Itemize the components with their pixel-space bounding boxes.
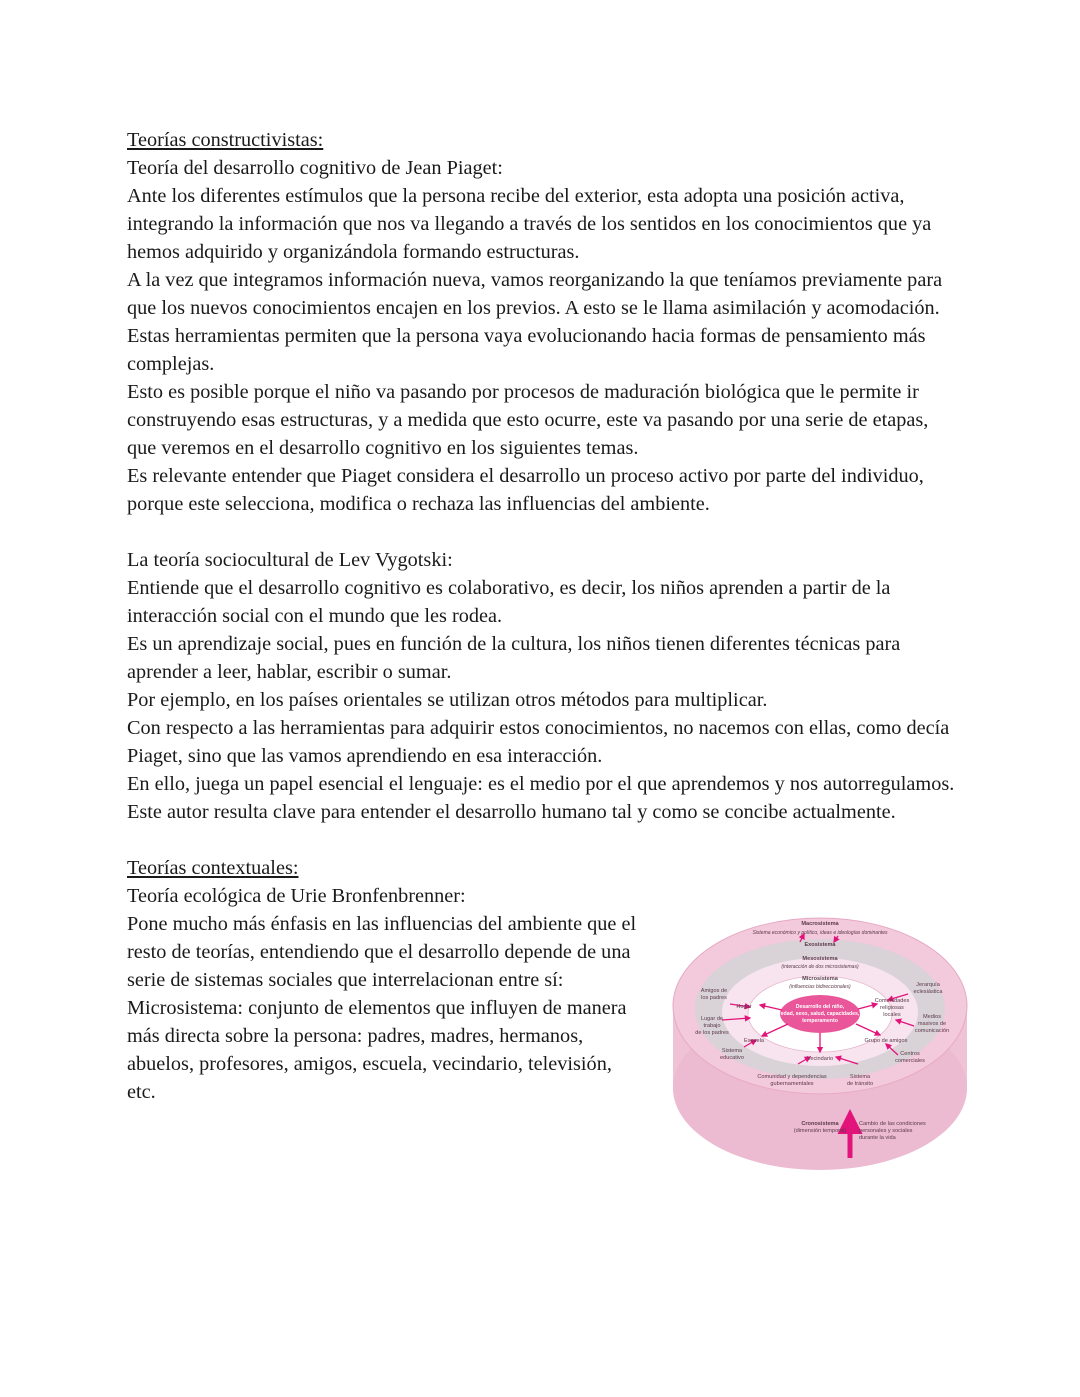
lugar-trabajo-line-2: trabajo <box>703 1023 721 1029</box>
amigos-padres-line-2: los padres <box>701 995 727 1001</box>
piaget-paragraph-4: Esto es posible porque el niño va pasando por procesos de maduración biológica que le permite ir construyendo esas estructuras, y a medida que esto ocurre, este va pasando por una serie de etapas, que veremos en el desarrollo cognitivo en los siguientes temas. <box>127 381 929 459</box>
micro-label: Microsistema <box>802 976 838 982</box>
constructivist-heading: Teorías constructivistas: <box>127 129 324 151</box>
vygotski-paragraph-1: Entiende que el desarrollo cognitivo es colaborativo, es decir, los niños aprenden a partir de la interacción social con el mundo que les rodea. <box>127 577 891 627</box>
vygotski-paragraph-2: Es un aprendizaje social, pues en función de la cultura, los niños tienen diferentes técnicas para aprender a leer, hablar, escribir o sumar. <box>127 633 901 683</box>
cambio-line-3: durante la vida <box>859 1135 896 1141</box>
cambio-line-2: personales y sociales <box>859 1128 913 1134</box>
medios-line-1: Medios <box>922 1014 942 1020</box>
contextual-block <box>127 854 637 1106</box>
center-line-3: temperamento <box>802 1018 838 1024</box>
piaget-paragraph-3: Estas herramientas permiten que la persona vaya evolucionando hacia formas de pensamiento más complejas. <box>127 325 926 375</box>
medios-line-3: comunicación <box>914 1028 950 1034</box>
vygotski-paragraph-4: Con respecto a las herramientas para adquirir estos conocimientos, no nacemos con ellas, como decía Piaget, sino que las vamos aprendiendo en esa interacción. <box>127 717 950 767</box>
grupo-amigos-label: Grupo de amigos <box>864 1038 908 1044</box>
lugar-trabajo-line-3: de los padres <box>695 1030 729 1036</box>
escuela-label: Escuela <box>744 1038 764 1044</box>
vygotski-title: La teoría sociocultural de Lev Vygotski: <box>127 549 453 571</box>
jerarquia-line-1: Jerarquía <box>916 982 940 988</box>
crono-line-2: (dimensión temporal) <box>793 1128 847 1134</box>
cambio-line-1: Cambio de las condiciones <box>859 1121 926 1127</box>
macro-desc: Sistema económico y político, ideas e ideologías dominantes <box>752 930 888 936</box>
meso-label: Mesosistema <box>802 956 838 962</box>
piaget-paragraph-1: Ante los diferentes estímulos que la persona recibe del exterior, esta adopta una posición activa, integrando la información que nos va llegando a través de los sentidos en los conocimientos que ya hemos adquirido y organizándola formando estructuras. <box>127 185 932 263</box>
vecindario-label: Vecindario <box>806 1056 834 1062</box>
micro-desc: (influencias bidireccionales) <box>789 984 851 990</box>
meso-desc: (interacción de dos microsistemas) <box>781 964 859 970</box>
lugar-trabajo-line-1: Lugar de <box>700 1016 724 1022</box>
center-line-2: edad, sexo, salud, capacidades, <box>780 1011 860 1017</box>
exo-label: Exosistema <box>804 942 836 948</box>
vygotski-paragraph-3: Por ejemplo, en los países orientales se utilizan otros métodos para multiplicar. <box>127 689 768 711</box>
sistema-transito-line-2: de tránsito <box>846 1081 874 1087</box>
spacer <box>127 826 957 854</box>
bronfenbrenner-title: Teoría ecológica de Urie Bronfenbrenner: <box>127 885 466 907</box>
bronfenbrenner-paragraph-2: Microsistema: conjunto de elementos que influyen de manera más directa sobre la persona: padres, madres, hermanos, abuelos, profesores, amigos, escuela, vecindario, televisión, etc. <box>127 997 627 1103</box>
centros-line-1: Centros <box>900 1051 920 1057</box>
comunidades-line-1: Comunidades <box>874 998 910 1004</box>
hogar-label: Hogar <box>736 1004 752 1010</box>
sistema-educativo-line-2: educativo <box>720 1055 744 1061</box>
bronfenbrenner-paragraph-1: Pone mucho más énfasis en las influencias del ambiente que el resto de teorías, entendiendo que el desarrollo depende de una serie de sistemas sociales que interrelacionan entre sí: <box>127 913 637 991</box>
ecological-model-diagram <box>670 912 970 1174</box>
centros-line-2: comerciales <box>895 1058 925 1064</box>
jerarquia-line-2: eclesiástica <box>913 989 943 995</box>
comunidades-line-3: locales <box>883 1012 901 1018</box>
sistema-transito-line-1: Sistema <box>849 1074 871 1080</box>
center-line-1: Desarrollo del niño, <box>795 1004 845 1010</box>
piaget-paragraph-5: Es relevante entender que Piaget considera el desarrollo un proceso activo por parte del individuo, porque este selecciona, modifica o rechaza las influencias del ambiente. <box>127 465 924 515</box>
vygotski-paragraph-5: En ello, juega un papel esencial el lenguaje: es el medio por el que aprendemos y nos autorregulamos. <box>127 773 955 795</box>
comunidades-line-2: religiosas <box>880 1005 904 1011</box>
crono-line-1: Cronosistema <box>801 1121 839 1127</box>
comunidad-dep-line-2: gubernamentales <box>770 1081 814 1087</box>
piaget-paragraph-2: A la vez que integramos información nueva, vamos reorganizando la que teníamos previamente para que los nuevos conocimientos encajen en los previos. A esto se le llama asimilación y acomodación. <box>127 269 943 319</box>
sistema-educativo-line-1: Sistema <box>721 1048 743 1054</box>
spacer <box>127 518 957 546</box>
vygotski-paragraph-6: Este autor resulta clave para entender el desarrollo humano tal y como se concibe actualmente. <box>127 801 896 823</box>
comunidad-dep-line-1: Comunidad y dependencias <box>757 1074 827 1080</box>
piaget-title: Teoría del desarrollo cognitivo de Jean Piaget: <box>127 157 503 179</box>
amigos-padres-line-1: Amigos de <box>700 988 728 994</box>
contextual-heading: Teorías contextuales: <box>127 857 299 879</box>
macro-label: Macrosistema <box>801 921 839 927</box>
ecological-model-svg <box>670 912 970 1174</box>
medios-line-2: masivos de <box>917 1021 947 1027</box>
